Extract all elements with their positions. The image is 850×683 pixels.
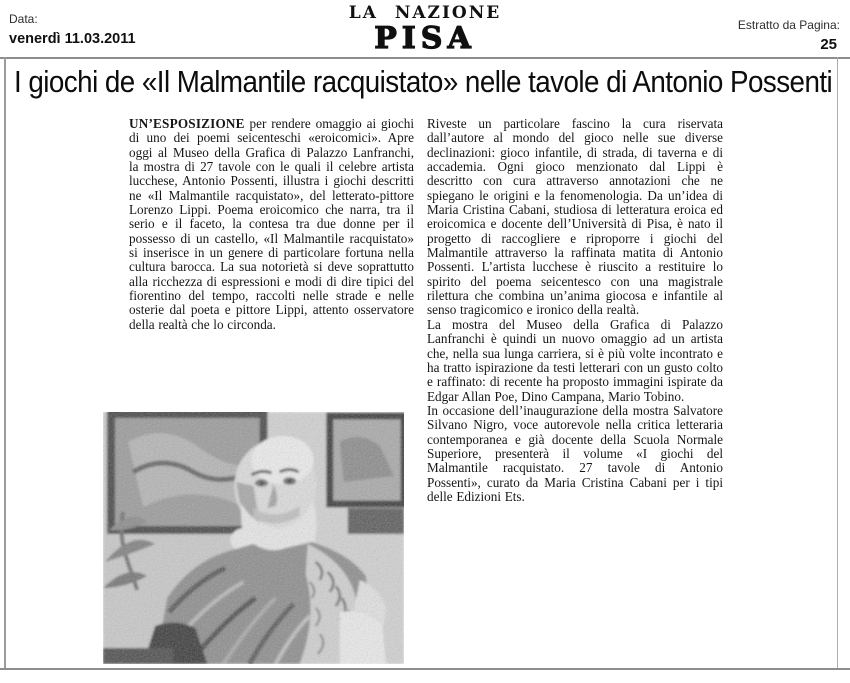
right-rule xyxy=(837,57,838,668)
paragraph-lead xyxy=(129,117,414,332)
page-extract-value: 25 xyxy=(820,36,837,53)
column-left xyxy=(129,117,414,332)
bottom-rule xyxy=(0,668,850,670)
date-value: venerdì 11.03.2011 xyxy=(9,31,136,47)
newspaper-masthead xyxy=(0,5,850,54)
column-right xyxy=(427,117,723,504)
lead-in-word: UN’ESPOSIZIONE xyxy=(129,116,245,131)
top-rule xyxy=(0,57,850,59)
page-extract-label: Estratto da Pagina: xyxy=(737,18,840,32)
article-headline: I giochi de «Il Malmantile racquistato» nelle tavole di Antonio Possenti xyxy=(14,64,833,99)
article-photo xyxy=(103,412,404,664)
date-label: Data: xyxy=(9,12,38,26)
paragraph: In occasione dell’inaugurazione della mostra Salvatore Silvano Nigro, voce autorevole nella critica letteraria contemporanea e già docente della Scuola Normale Superiore, presenterà il volume «I giochi del Malmantile racquistato. 27 tavole di Antonio Possenti», curato da Maria Cristina Cabani per i tipi delle Edizioni Ets. xyxy=(427,402,723,504)
paragraph: Riveste un particolare fascino la cura riservata dall’autore al mondo del gioco nelle sue diverse declinazioni: gioco infantile, di strada, di taverna e di accademia. Ogni gioco menzionato dal Lippi è descritto con cura attraverso annotazioni che ne spiegano le origini e la fenomenologia. Da un’idea di Maria Cristina Cabani, studiosa di letteratura eroica ed eroicomica e docente dell’Università di Pisa, è nato il progetto di raccogliere e riproporre i giochi del Malmantile attraverso la raffinata matita di Antonio Possenti. L’artista lucchese è riuscito a restituire lo spirito del poema seicentesco con una magistrale rilettura che combina un’anima giocosa e infantile al senso tragicomico e ironico della realtà. xyxy=(427,116,723,318)
headline-row xyxy=(14,64,832,100)
left-rule xyxy=(4,57,6,668)
masthead-la-nazione: LA NAZIONE xyxy=(348,3,502,23)
paragraph-lead-rest: per rendere omaggio ai giochi di uno dei poemi seicenteschi «eroicomici». Apre oggi al Museo della Grafica di Palazzo Lanfranchi, la mostra di 27 tavole con le quali il celebre artista lucchese, Antonio Possenti, illustra i giochi descritti ne «Il Malmantile racquistato», del letterato-pittore Lorenzo Lippi. Poema eroicomico che narra, tra il serio e il faceto, la contesa tra due donne per il possesso di un castello, «Il Malmantile racquistato» si inserisce in un genere di particolare fortuna nella cultura barocca. La sua notorietà si deve soprattutto alla ricchezza di espressioni e modi di dire tipici del fiorentino del tempo, raccolti nelle strade e nelle osterie dal poeta e pittore Lippi, attento osservatore della realtà che lo circonda. xyxy=(129,116,414,332)
paragraph: La mostra del Museo della Grafica di Palazzo Lanfranchi è quindi un nuovo omaggio ad un artista che, nella sua lunga carriera, si è più volte incontrato e ha tratto ispirazione da testi letterari con un gusto colto e raffinato: di recente ha proposto immagini ispirate da Edgar Allan Poe, Dino Campana, Mario Tobino. xyxy=(427,316,723,404)
masthead-pisa: PISA xyxy=(374,21,476,56)
